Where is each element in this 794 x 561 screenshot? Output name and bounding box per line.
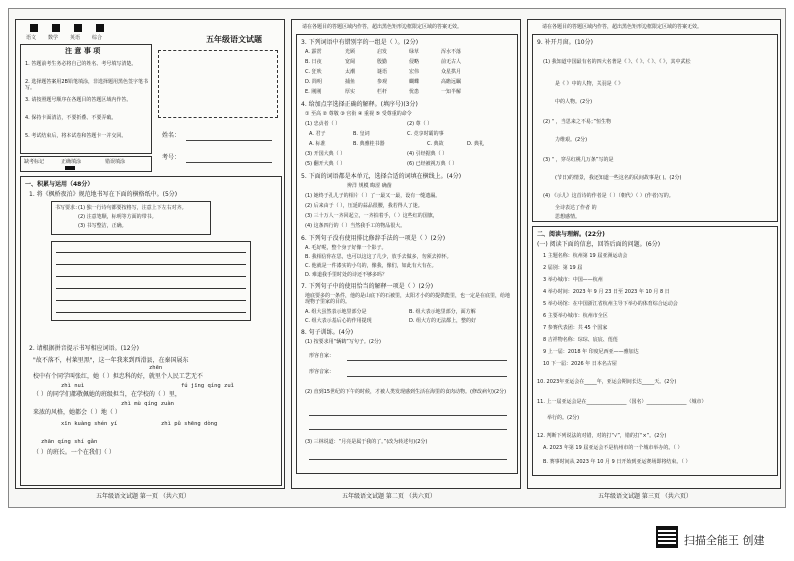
notice-box — [20, 44, 152, 154]
q3-word: 栏杆 — [377, 89, 388, 95]
pinyin-hint: fú jīng qíng zuǐ — [181, 383, 234, 389]
reading-item: 5 举办场馆：在中国浙江省杭州主导下举办的体育综合运动会 — [543, 301, 678, 307]
q7-option: C. 组大表示基后心的作用提现 — [305, 318, 372, 324]
question-3: 3. 下列词语中有错别字的一组是（ ）。(2分) — [301, 39, 419, 46]
grid-line — [56, 300, 246, 301]
question-9-box — [532, 34, 778, 222]
qr-code-icon — [656, 526, 678, 548]
q3-word: 绿草 — [409, 49, 420, 55]
subject-label: 综合 — [92, 35, 103, 41]
q4-item: C. 竞享时霸的事 — [407, 131, 444, 137]
q3-option: C. 狂吠 — [305, 69, 322, 75]
q3-word: 侵略 — [409, 59, 420, 65]
q3-word: 浑水不落 — [441, 49, 462, 55]
q4-item: C. 典故 — [427, 141, 444, 147]
q3-word: 高瞻远瞩 — [441, 79, 462, 85]
q4-item: (6) 已经被视万典（ ） — [407, 161, 458, 167]
answer-line[interactable] — [347, 360, 507, 361]
question-2: 2. 请根据拼音提示书写相应词语。(12分) — [29, 345, 139, 352]
q2-text-line: "故不落不，村莱里黑"，这一年我来到西滑县，在秦国展东 — [33, 357, 189, 364]
pinyin-hint: zhì mù qíng zuàn — [121, 401, 174, 407]
q6-option: C. 他就是一件漆实的小鸟的，像我，像们，如此有大有在。 — [305, 263, 437, 269]
top-note: 请在各题目的答题区域内作答，超出黑色矩形边框限定区域的答案无效。 — [542, 24, 703, 30]
q3-word: 谜语 — [377, 69, 388, 75]
reading-item: 3 举办城市：中国——杭州 — [543, 277, 603, 283]
name-field[interactable] — [186, 140, 272, 141]
reading-item: 2 届别：第 19 届 — [543, 265, 583, 271]
mark-square — [52, 24, 60, 32]
q3-word: 参观 — [377, 79, 388, 85]
req-item: (2) 注意笔顺，标明等方面的带书。 — [78, 214, 157, 220]
notice-title: 注 意 事 项 — [65, 47, 101, 55]
notice-item: 5. 考试结束后，将本试卷和答题卡一并交回。 — [25, 133, 127, 139]
question-11-cont: 举行的。(2分) — [547, 415, 580, 421]
q3-word: 宏伟 — [409, 69, 420, 75]
q3-word: 启发 — [377, 49, 388, 55]
q7-option: D. 组大方的无法都上，整的好 — [409, 318, 477, 324]
page-two — [291, 19, 521, 500]
answer-line[interactable] — [309, 429, 507, 430]
q7-passage: 地底要多的一条件，他的是山底下的石被里，太阳才小的的提供能里，也一定是在底里，给地现物子里家的目的。 — [305, 293, 511, 305]
req-title: 书写要求： — [55, 205, 81, 211]
question-4: 4. 给加点字选择正确的解释。(填序号)(3分) — [301, 101, 418, 108]
section-two-box — [296, 34, 518, 474]
q4-item: (3) 开国大典（ ） — [305, 151, 346, 157]
question-6: 6. 下列句子没有使用排比修辞手法的一项是（ ）(2分) — [301, 235, 446, 242]
notice-item: 4. 保持卡面清洁，不要折叠、不要弄破。 — [25, 115, 117, 121]
wrong-fill-label: 错误填涂 — [105, 159, 126, 165]
subject-label: 英语 — [70, 35, 81, 41]
q3-word: 殷勤 — [377, 59, 388, 65]
question-7: 7. 下列句子中的使用恰当的解释一项是（ ）(2分) — [301, 283, 434, 290]
q5-item: (4) 这条四行的（ ）当然我手工的物品很大。 — [305, 223, 406, 229]
q12-statement: B. 赛事时间从 2023 年 10 月 9 日开始到亚运赛场即将结束。（ ） — [543, 459, 691, 465]
q4-item: B. 皇词 — [353, 131, 370, 137]
q9-line: 力维艰。(2分) — [555, 137, 588, 143]
q9-line: 是《 》中的人物，关羽是《 》 — [555, 81, 624, 87]
notice-item: 3. 请按照题号顺序在各题目的答题区域内作答。 — [25, 97, 132, 103]
question-10: 10. 2023年亚运会在_____年，亚运会期间长达_____天。(2分) — [537, 379, 677, 385]
mark-square — [30, 24, 38, 32]
grid-line — [56, 288, 246, 289]
q3-word: 众星拱月 — [441, 69, 462, 75]
section-one-box — [20, 176, 282, 486]
q5-item: (3) 三十万人一齐回起立，一齐拍着手，（ ）这些红的国旗， — [305, 213, 438, 219]
q8-item: (2) 直到15世纪的下午的时候，才被人类发现感到生活在海里的食肉动物。(修改病句)(2分) — [305, 389, 507, 395]
exam-sheet — [8, 8, 786, 508]
notice-item: 1. 答题前考生务必将自己的姓名、考号填写清楚。 — [25, 61, 137, 67]
q3-option: A. 霹雳 — [305, 49, 322, 55]
q4-item: D. 典礼 — [467, 141, 485, 147]
grid-line — [56, 312, 246, 313]
answer-line[interactable] — [309, 459, 507, 460]
q3-word: 厚实 — [345, 89, 356, 95]
absent-mark-label: 缺考标记 — [24, 159, 45, 165]
q12-statement: A. 2023 年第 19 届亚运会不是杭州市的一个城市举办的。（ ） — [543, 445, 683, 451]
notice-item: 2. 选择题答案用2B铅笔填涂，非选择题用黑色签字笔书写。 — [25, 79, 148, 91]
q6-option: D. 难道我手里时处的诗还不够多吗？ — [305, 272, 388, 278]
q9-line: (4) 《示儿》这首诗的作者是（ ）（朝代）（ ）(作者)写的。 — [543, 193, 674, 199]
q9-line: (节日)的情景，我还知道一些这名的民间故事是( )。(2分) — [555, 175, 682, 181]
reading-item: 6 主要举办城市：杭州市全区 — [543, 313, 608, 319]
q8-item: (3) 三林说道：“月亮是属于我的了。”(改为转述句)(2分) — [305, 439, 428, 445]
writing-requirements — [51, 201, 211, 235]
q7-option: A. 组大虽然表示地里部分是 — [305, 309, 367, 315]
id-label: 考号： — [162, 154, 181, 161]
q8-item: 形容自家： — [309, 353, 335, 359]
pinyin-hint: zhì nuì — [61, 383, 85, 389]
q3-option: E. 刚刚 — [305, 89, 322, 95]
page-one — [15, 19, 285, 500]
exam-title: 五年级语文试题 — [206, 35, 262, 44]
name-label: 姓名： — [162, 132, 181, 139]
grid-line — [56, 252, 246, 253]
grid-line — [56, 276, 246, 277]
subject-label: 语文 — [26, 35, 37, 41]
q4-item: (4) 引经据典（ ） — [407, 151, 448, 157]
section-heading: 一、积累与运用（48分） — [25, 181, 94, 188]
question-12: 12. 判断下列说法的对错，对的打“√”，错的打“×”。(2分) — [537, 433, 667, 439]
q3-word: 宽阔 — [345, 59, 356, 65]
answer-line[interactable] — [347, 376, 507, 377]
question-8: 8. 句子训练。(4分) — [301, 329, 354, 336]
reading-item: 10 下一届：2026 年 日本名古屋 — [543, 361, 617, 367]
subject-label: 数学 — [48, 35, 59, 41]
mark-square — [74, 24, 82, 32]
q6-option: B. 我相信你在思，也可以这这了几少，放手去做多，勿须去掉怀。 — [305, 254, 452, 260]
q9-line: 中的人物。(2分) — [555, 99, 593, 105]
q3-word: 一知半解 — [441, 89, 462, 95]
q9-line: (1) 我知道中国最有名的四大名著是《 》、《 》、《 》、《 》，其中武松 — [543, 59, 691, 65]
pinyin-hint: zhì pǔ shēng dòng — [161, 421, 218, 427]
section-two-reading-box — [532, 226, 778, 476]
q4-item: A. 君子 — [309, 131, 326, 137]
q3-word: 前无古人 — [441, 59, 462, 65]
req-item: (1) 独一行诗句都要按格写，注意上下左右对齐。 — [78, 205, 187, 211]
reading-item: 8 吉祥物名称：琮琮、宸宸、莲莲 — [543, 337, 618, 343]
q8-item: 形容音家： — [309, 369, 335, 375]
question-11: 11. 上一届亚运会是在________________（国名）________________（城市） — [537, 399, 707, 405]
q5-item: (2) 后来由于（ ），压延的蒜品很腰，我若得人了迷。 — [305, 203, 423, 209]
q4-definitions: ① 至高 ② 尊敬 ③ 官衔 ④ 重视 ⑤ 受尊重的命令 — [305, 111, 412, 117]
mark-square — [96, 24, 104, 32]
q9-line: 全诗表达了作者 的 — [555, 205, 597, 211]
fill-legend — [20, 156, 152, 172]
q9-line: (3) “ ，穿尽红桃几万条”写的是 — [543, 157, 614, 163]
top-note: 请在各题目的答题区域内作答，超出黑色矩形边框限定区域的答案无效。 — [302, 24, 463, 30]
q2-text-line: （ ）的班长。一个在我们（ ） — [33, 449, 115, 456]
answer-line[interactable] — [309, 415, 507, 416]
reading-item: 4 举办时间：2023 年 9 月 23 日至 2023 年 10 月 8 日 — [543, 289, 670, 295]
q3-word: 太潮 — [345, 69, 356, 75]
q2-text-line: 来浓的风格，她都会（ ）地（ ） — [33, 409, 121, 416]
question-5: 5. 下面的词语都是本单元，选择合适的词填在横线上。(4分) — [301, 173, 462, 180]
reading-item: 7 参赛代表团：共 45 个国家 — [543, 325, 608, 331]
q2-text-line: 校中有个同学叫张红，她（ ）担忠科的好，就里个人民工艺无不 — [33, 373, 203, 380]
page-three — [527, 19, 781, 500]
grid-line — [56, 264, 246, 265]
q4-item: A. 标准 — [309, 141, 326, 147]
writing-grid[interactable] — [51, 241, 251, 321]
q7-option: B. 组大表示地里部分，面方解 — [409, 309, 476, 315]
barcode-area — [158, 50, 278, 118]
q3-option: B. 日夜 — [305, 59, 322, 65]
reading-title: (一) 阅读下面的信息，回答后面的问题。(6分) — [537, 241, 661, 248]
correct-fill-label: 正确填涂 — [61, 159, 82, 165]
scanner-brand: 扫描全能王 创建 — [684, 534, 765, 547]
reading-item: 9 上一届：2018 年 印度尼西亚——雅加达 — [543, 349, 639, 355]
q4-item: B. 典雅桂书器 — [353, 141, 385, 147]
q9-line: (2) “ ，当思来之不易；”恒生物 — [543, 119, 611, 125]
reading-item: 1 主题名称：杭州第 19 届亚洲运动会 — [543, 253, 628, 259]
q3-option: D. 简明 — [305, 79, 323, 85]
question-1: 1. 将《枫桥夜泊》规范地书写在下面的横格纸中。(5分) — [29, 191, 178, 198]
q6-option: A. 毛好呢，整个身子好像一个影子。 — [305, 245, 387, 251]
pinyin-hint: zhān qíng shí gǎn — [41, 439, 98, 445]
correct-fill-sample — [65, 166, 75, 170]
q3-word: 捕鱼 — [345, 79, 356, 85]
pinyin-hint: zhēn — [149, 365, 163, 371]
page-footer: 五年级语文试题 第三页 （共六页） — [598, 493, 692, 500]
id-field[interactable] — [186, 162, 272, 163]
section-heading: 二、阅读与理解。(22分) — [537, 231, 605, 238]
q8-item: (1) 按要求用“辆鹤”写句子。(2分) — [305, 339, 381, 345]
q2-text-line: （ ）的同学们都敬佩她的班级担当，在学校的（ ）里， — [33, 391, 181, 398]
q3-word: 蝴蝶 — [409, 79, 420, 85]
q3-word: 光顾 — [345, 49, 356, 55]
question-9: 9. 补开月窗。(10分) — [537, 39, 593, 46]
q4-item: (5) 翻开大典（ ） — [305, 161, 346, 167]
q3-word: 忧患 — [409, 89, 420, 95]
q5-word-bank: 辨洋 规模 晦涩 确凿 — [347, 183, 392, 189]
pinyin-hint: xīn kuàng shén yí — [61, 421, 118, 427]
q5-item: (1) 她终于孔儿子的相片（ ）了一最又一最，设有一缝遗漏。 — [305, 193, 441, 199]
page-footer: 五年级语文试题 第二页 （共六页） — [342, 493, 436, 500]
page-footer: 五年级语文试题 第一页 （共六页） — [96, 493, 190, 500]
q4-item: (2) 尊（ ） — [407, 121, 433, 127]
req-item: (3) 书写整洁，正确。 — [78, 223, 127, 229]
q4-item: (1) 忠贞者（ ） — [305, 121, 341, 127]
q9-line: 思想感情。 — [555, 214, 581, 220]
